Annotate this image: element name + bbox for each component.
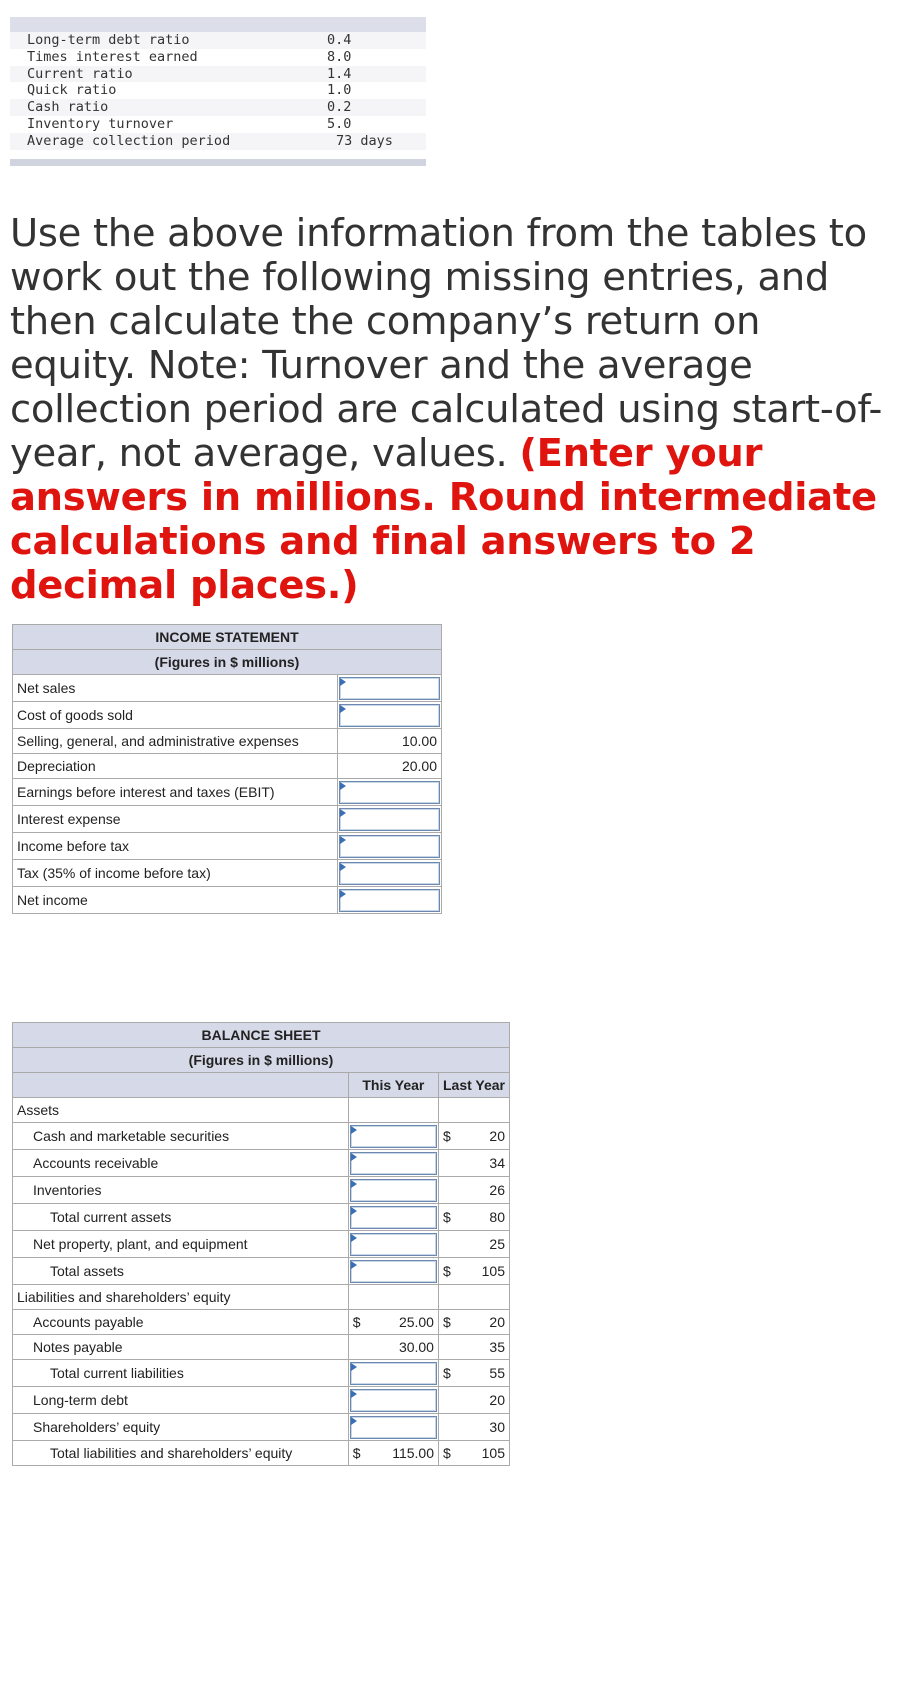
np-this-year: 30.00 — [348, 1335, 438, 1360]
balance-row-tca — [13, 1204, 510, 1231]
balance-row-ar — [13, 1150, 510, 1177]
cash-last-year: 20 — [489, 1128, 505, 1144]
tca-last-year: 80 — [489, 1209, 505, 1225]
ratio-row — [10, 133, 426, 150]
row-label: Net sales — [13, 675, 338, 702]
ratio-row — [10, 82, 426, 99]
income-row-ibt — [13, 833, 442, 860]
ltd-this-year-input[interactable] — [350, 1389, 437, 1412]
ratio-label: Inventory turnover — [10, 116, 327, 133]
row-label: Total current liabilities — [13, 1360, 349, 1387]
tca-this-year-input[interactable] — [350, 1206, 437, 1229]
income-row-ebit — [13, 779, 442, 806]
income-row-depreciation — [13, 754, 442, 779]
row-label: Total assets — [13, 1258, 349, 1285]
row-label: Shareholders’ equity — [13, 1414, 349, 1441]
ratio-row — [10, 32, 426, 49]
instructions-emphasis: (Enter your answers in millions. Round intermediate calculations and final answers to 2 decimal places.) — [10, 431, 877, 608]
income-row-sga — [13, 729, 442, 754]
balance-row-cash — [13, 1123, 510, 1150]
interest-expense-input[interactable] — [339, 808, 440, 831]
ar-this-year-input[interactable] — [350, 1152, 437, 1175]
row-label: Cash and marketable securities — [13, 1123, 349, 1150]
row-label: Net property, plant, and equipment — [13, 1231, 349, 1258]
ratio-label: Long-term debt ratio — [10, 32, 327, 49]
row-label: Selling, general, and administrative expenses — [13, 729, 338, 754]
ratio-label: Quick ratio — [10, 82, 327, 99]
balance-row-ppe — [13, 1231, 510, 1258]
ar-last-year: 34 — [438, 1150, 509, 1177]
section-label: Liabilities and shareholders’ equity — [13, 1285, 349, 1310]
income-statement-table — [12, 624, 442, 914]
row-label: Net income — [13, 887, 338, 914]
income-before-tax-input[interactable] — [339, 835, 440, 858]
tcl-last-year: 55 — [489, 1365, 505, 1381]
ppe-this-year-input[interactable] — [350, 1233, 437, 1256]
ratio-table-footer — [10, 150, 426, 163]
row-label: Tax (35% of income before tax) — [13, 860, 338, 887]
currency-sign: $ — [352, 1445, 361, 1461]
np-last-year: 35 — [438, 1335, 509, 1360]
row-label: Accounts payable — [13, 1310, 349, 1335]
balance-row-ap — [13, 1310, 510, 1335]
ratio-value: 73 days — [327, 133, 426, 150]
instructions — [10, 212, 890, 608]
total-assets-last-year: 105 — [481, 1263, 505, 1279]
income-row-net-income — [13, 887, 442, 914]
row-label: Income before tax — [13, 833, 338, 860]
se-last-year: 30 — [438, 1414, 509, 1441]
balance-sheet-table — [12, 1022, 510, 1466]
ratio-value: 8.0 — [327, 49, 426, 66]
currency-sign: $ — [442, 1365, 451, 1381]
balance-row-inventories — [13, 1177, 510, 1204]
currency-sign: $ — [442, 1209, 451, 1225]
income-title: INCOME STATEMENT — [13, 625, 442, 650]
row-label: Long-term debt — [13, 1387, 349, 1414]
instructions-text: Use the above information from the tables to work out the following missing entries, and then calculate the company’s return on equity. Note: Turnover and the average collection period are calculated using start-of-year, not average, values. — [10, 211, 883, 476]
se-this-year-input[interactable] — [350, 1416, 437, 1439]
balance-row-ltd — [13, 1387, 510, 1414]
row-label: Interest expense — [13, 806, 338, 833]
balance-row-tcl — [13, 1360, 510, 1387]
ppe-last-year: 25 — [438, 1231, 509, 1258]
row-label: Cost of goods sold — [13, 702, 338, 729]
row-label: Total liabilities and shareholders’ equity — [13, 1441, 349, 1466]
tlse-last-year: 105 — [481, 1445, 505, 1461]
currency-sign: $ — [442, 1263, 451, 1279]
row-label: Earnings before interest and taxes (EBIT) — [13, 779, 338, 806]
income-row-net-sales — [13, 675, 442, 702]
tax-input[interactable] — [339, 862, 440, 885]
ratio-label: Cash ratio — [10, 99, 327, 116]
income-subtitle: (Figures in $ millions) — [13, 650, 442, 675]
tlse-this-year: 115.00 — [392, 1445, 434, 1461]
ratio-table-header — [10, 17, 426, 32]
total-assets-this-year-input[interactable] — [350, 1260, 437, 1283]
ltd-last-year: 20 — [438, 1387, 509, 1414]
currency-sign: $ — [352, 1314, 361, 1330]
balance-subtitle: (Figures in $ millions) — [13, 1048, 510, 1073]
ap-last-year: 20 — [489, 1314, 505, 1330]
ratio-label: Times interest earned — [10, 49, 327, 66]
currency-sign: $ — [442, 1314, 451, 1330]
balance-row-np — [13, 1335, 510, 1360]
ratio-row — [10, 99, 426, 116]
balance-row-total-assets — [13, 1258, 510, 1285]
inventories-this-year-input[interactable] — [350, 1179, 437, 1202]
ratio-label: Current ratio — [10, 66, 327, 83]
currency-sign: $ — [442, 1128, 451, 1144]
row-label: Notes payable — [13, 1335, 349, 1360]
cogs-input[interactable] — [339, 704, 440, 727]
ratio-row — [10, 49, 426, 66]
ap-this-year: 25.00 — [398, 1314, 434, 1330]
ratio-row — [10, 116, 426, 133]
ratio-value: 0.4 — [327, 32, 426, 49]
income-row-cogs — [13, 702, 442, 729]
section-label: Assets — [13, 1098, 349, 1123]
inventories-last-year: 26 — [438, 1177, 509, 1204]
balance-row-tlse — [13, 1441, 510, 1466]
currency-sign: $ — [442, 1445, 451, 1461]
row-label: Accounts receivable — [13, 1150, 349, 1177]
ratio-row — [10, 66, 426, 83]
ebit-input[interactable] — [339, 781, 440, 804]
ratio-table — [10, 17, 426, 166]
ratio-value: 1.0 — [327, 82, 426, 99]
balance-section-assets — [13, 1098, 510, 1123]
balance-section-liabilities — [13, 1285, 510, 1310]
depreciation-value: 20.00 — [338, 754, 442, 779]
col-this-year: This Year — [348, 1073, 438, 1098]
sga-value: 10.00 — [338, 729, 442, 754]
ratio-value: 1.4 — [327, 66, 426, 83]
cash-this-year-input[interactable] — [350, 1125, 437, 1148]
income-row-tax — [13, 860, 442, 887]
ratio-label: Average collection period — [10, 133, 327, 150]
net-income-input[interactable] — [339, 889, 440, 912]
tcl-this-year-input[interactable] — [350, 1362, 437, 1385]
row-label: Inventories — [13, 1177, 349, 1204]
blank-header — [13, 1073, 349, 1098]
income-row-interest — [13, 806, 442, 833]
balance-row-se — [13, 1414, 510, 1441]
ratio-value: 5.0 — [327, 116, 426, 133]
ratio-value: 0.2 — [327, 99, 426, 116]
col-last-year: Last Year — [438, 1073, 509, 1098]
row-label: Depreciation — [13, 754, 338, 779]
net-sales-input[interactable] — [339, 677, 440, 700]
balance-title: BALANCE SHEET — [13, 1023, 510, 1048]
row-label: Total current assets — [13, 1204, 349, 1231]
